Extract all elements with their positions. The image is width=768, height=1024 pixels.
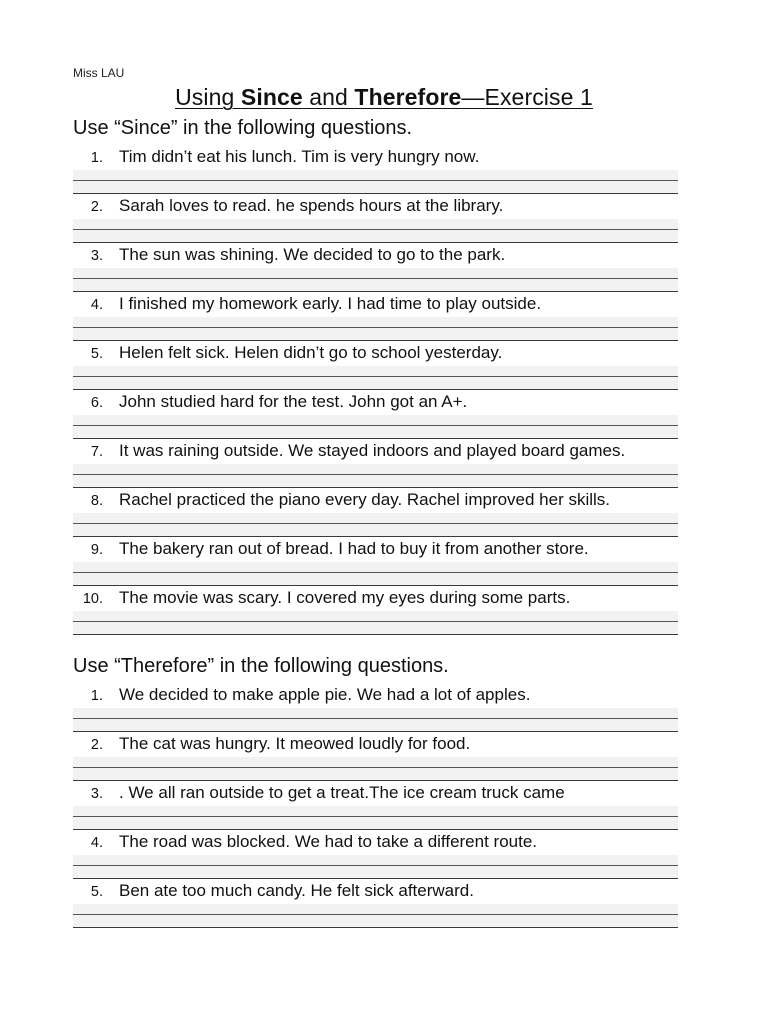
answer-line[interactable]	[73, 757, 678, 781]
since-section-heading: Use “Since” in the following questions.	[73, 117, 413, 139]
therefore-question-item	[73, 881, 678, 930]
question-number: 2.	[90, 737, 103, 753]
since-question-item	[73, 539, 678, 588]
question-number: 5.	[90, 884, 103, 900]
since-question-item	[73, 245, 678, 294]
answer-line[interactable]	[73, 366, 678, 390]
therefore-question-list	[73, 685, 678, 930]
question-number: 6.	[90, 395, 103, 411]
answer-line[interactable]	[73, 806, 678, 830]
question-number: 4.	[90, 297, 103, 313]
question-number: 5.	[90, 346, 103, 362]
answer-line[interactable]	[73, 855, 678, 879]
title-part: and	[302, 84, 355, 110]
question-number: 3.	[90, 786, 103, 802]
therefore-question-item	[73, 734, 678, 783]
question-sentence: Helen felt sick. Helen didn’t go to school yesterday.	[119, 343, 503, 362]
answer-line[interactable]	[73, 219, 678, 243]
question-number: 8.	[90, 493, 103, 509]
since-question-item	[73, 147, 678, 196]
answer-line[interactable]	[73, 415, 678, 439]
answer-line[interactable]	[73, 611, 678, 635]
question-number: 9.	[90, 542, 103, 558]
therefore-question-item	[73, 783, 678, 832]
therefore-question-item	[73, 685, 678, 734]
question-sentence: The movie was scary. I covered my eyes during some parts.	[119, 588, 571, 607]
since-question-item	[73, 196, 678, 245]
question-sentence: The cat was hungry. It meowed loudly for food.	[119, 734, 471, 753]
question-sentence: I finished my homework early. I had time to play outside.	[119, 294, 542, 313]
since-question-item	[73, 343, 678, 392]
question-sentence: The road was blocked. We had to take a different route.	[119, 832, 538, 851]
question-sentence: Tim didn’t eat his lunch. Tim is very hungry now.	[119, 147, 480, 166]
author-name: Miss LAU	[73, 66, 125, 80]
answer-line[interactable]	[73, 170, 678, 194]
since-question-item	[73, 588, 678, 637]
answer-line[interactable]	[73, 562, 678, 586]
answer-line[interactable]	[73, 268, 678, 292]
since-question-list	[73, 147, 678, 637]
therefore-section-heading: Use “Therefore” in the following questions.	[73, 655, 449, 677]
title-keyword-since: Since	[240, 84, 303, 110]
question-sentence: It was raining outside. We stayed indoors and played board games.	[119, 441, 626, 460]
question-sentence: The bakery ran out of bread. I had to buy it from another store.	[119, 539, 589, 558]
question-number: 1.	[90, 150, 103, 166]
question-sentence: Sarah loves to read. he spends hours at the library.	[119, 196, 504, 215]
question-sentence: John studied hard for the test. John got an A+.	[119, 392, 468, 411]
question-number: 1.	[90, 688, 103, 704]
question-number: 7.	[90, 444, 103, 460]
question-number: 3.	[90, 248, 103, 264]
since-question-item	[73, 294, 678, 343]
answer-line[interactable]	[73, 904, 678, 928]
answer-line[interactable]	[73, 708, 678, 732]
question-sentence: Ben ate too much candy. He felt sick afterward.	[119, 881, 474, 900]
title-part: —Exercise 1	[461, 84, 593, 110]
since-question-item	[73, 490, 678, 539]
question-sentence: We decided to make apple pie. We had a lot of apples.	[119, 685, 531, 704]
question-number: 2.	[90, 199, 103, 215]
question-number: 4.	[90, 835, 103, 851]
since-question-item	[73, 392, 678, 441]
answer-line[interactable]	[73, 464, 678, 488]
title-part: Using	[175, 84, 241, 110]
question-sentence: . We all ran outside to get a treat.The ice cream truck came	[119, 783, 565, 802]
question-sentence: The sun was shining. We decided to go to the park.	[119, 245, 506, 264]
title-keyword-therefore: Therefore	[354, 84, 462, 110]
since-question-item	[73, 441, 678, 490]
question-sentence: Rachel practiced the piano every day. Rachel improved her skills.	[119, 490, 611, 509]
answer-line[interactable]	[73, 513, 678, 537]
answer-line[interactable]	[73, 317, 678, 341]
therefore-question-item	[73, 832, 678, 881]
question-number: 10.	[82, 591, 103, 607]
worksheet-title	[0, 84, 768, 111]
